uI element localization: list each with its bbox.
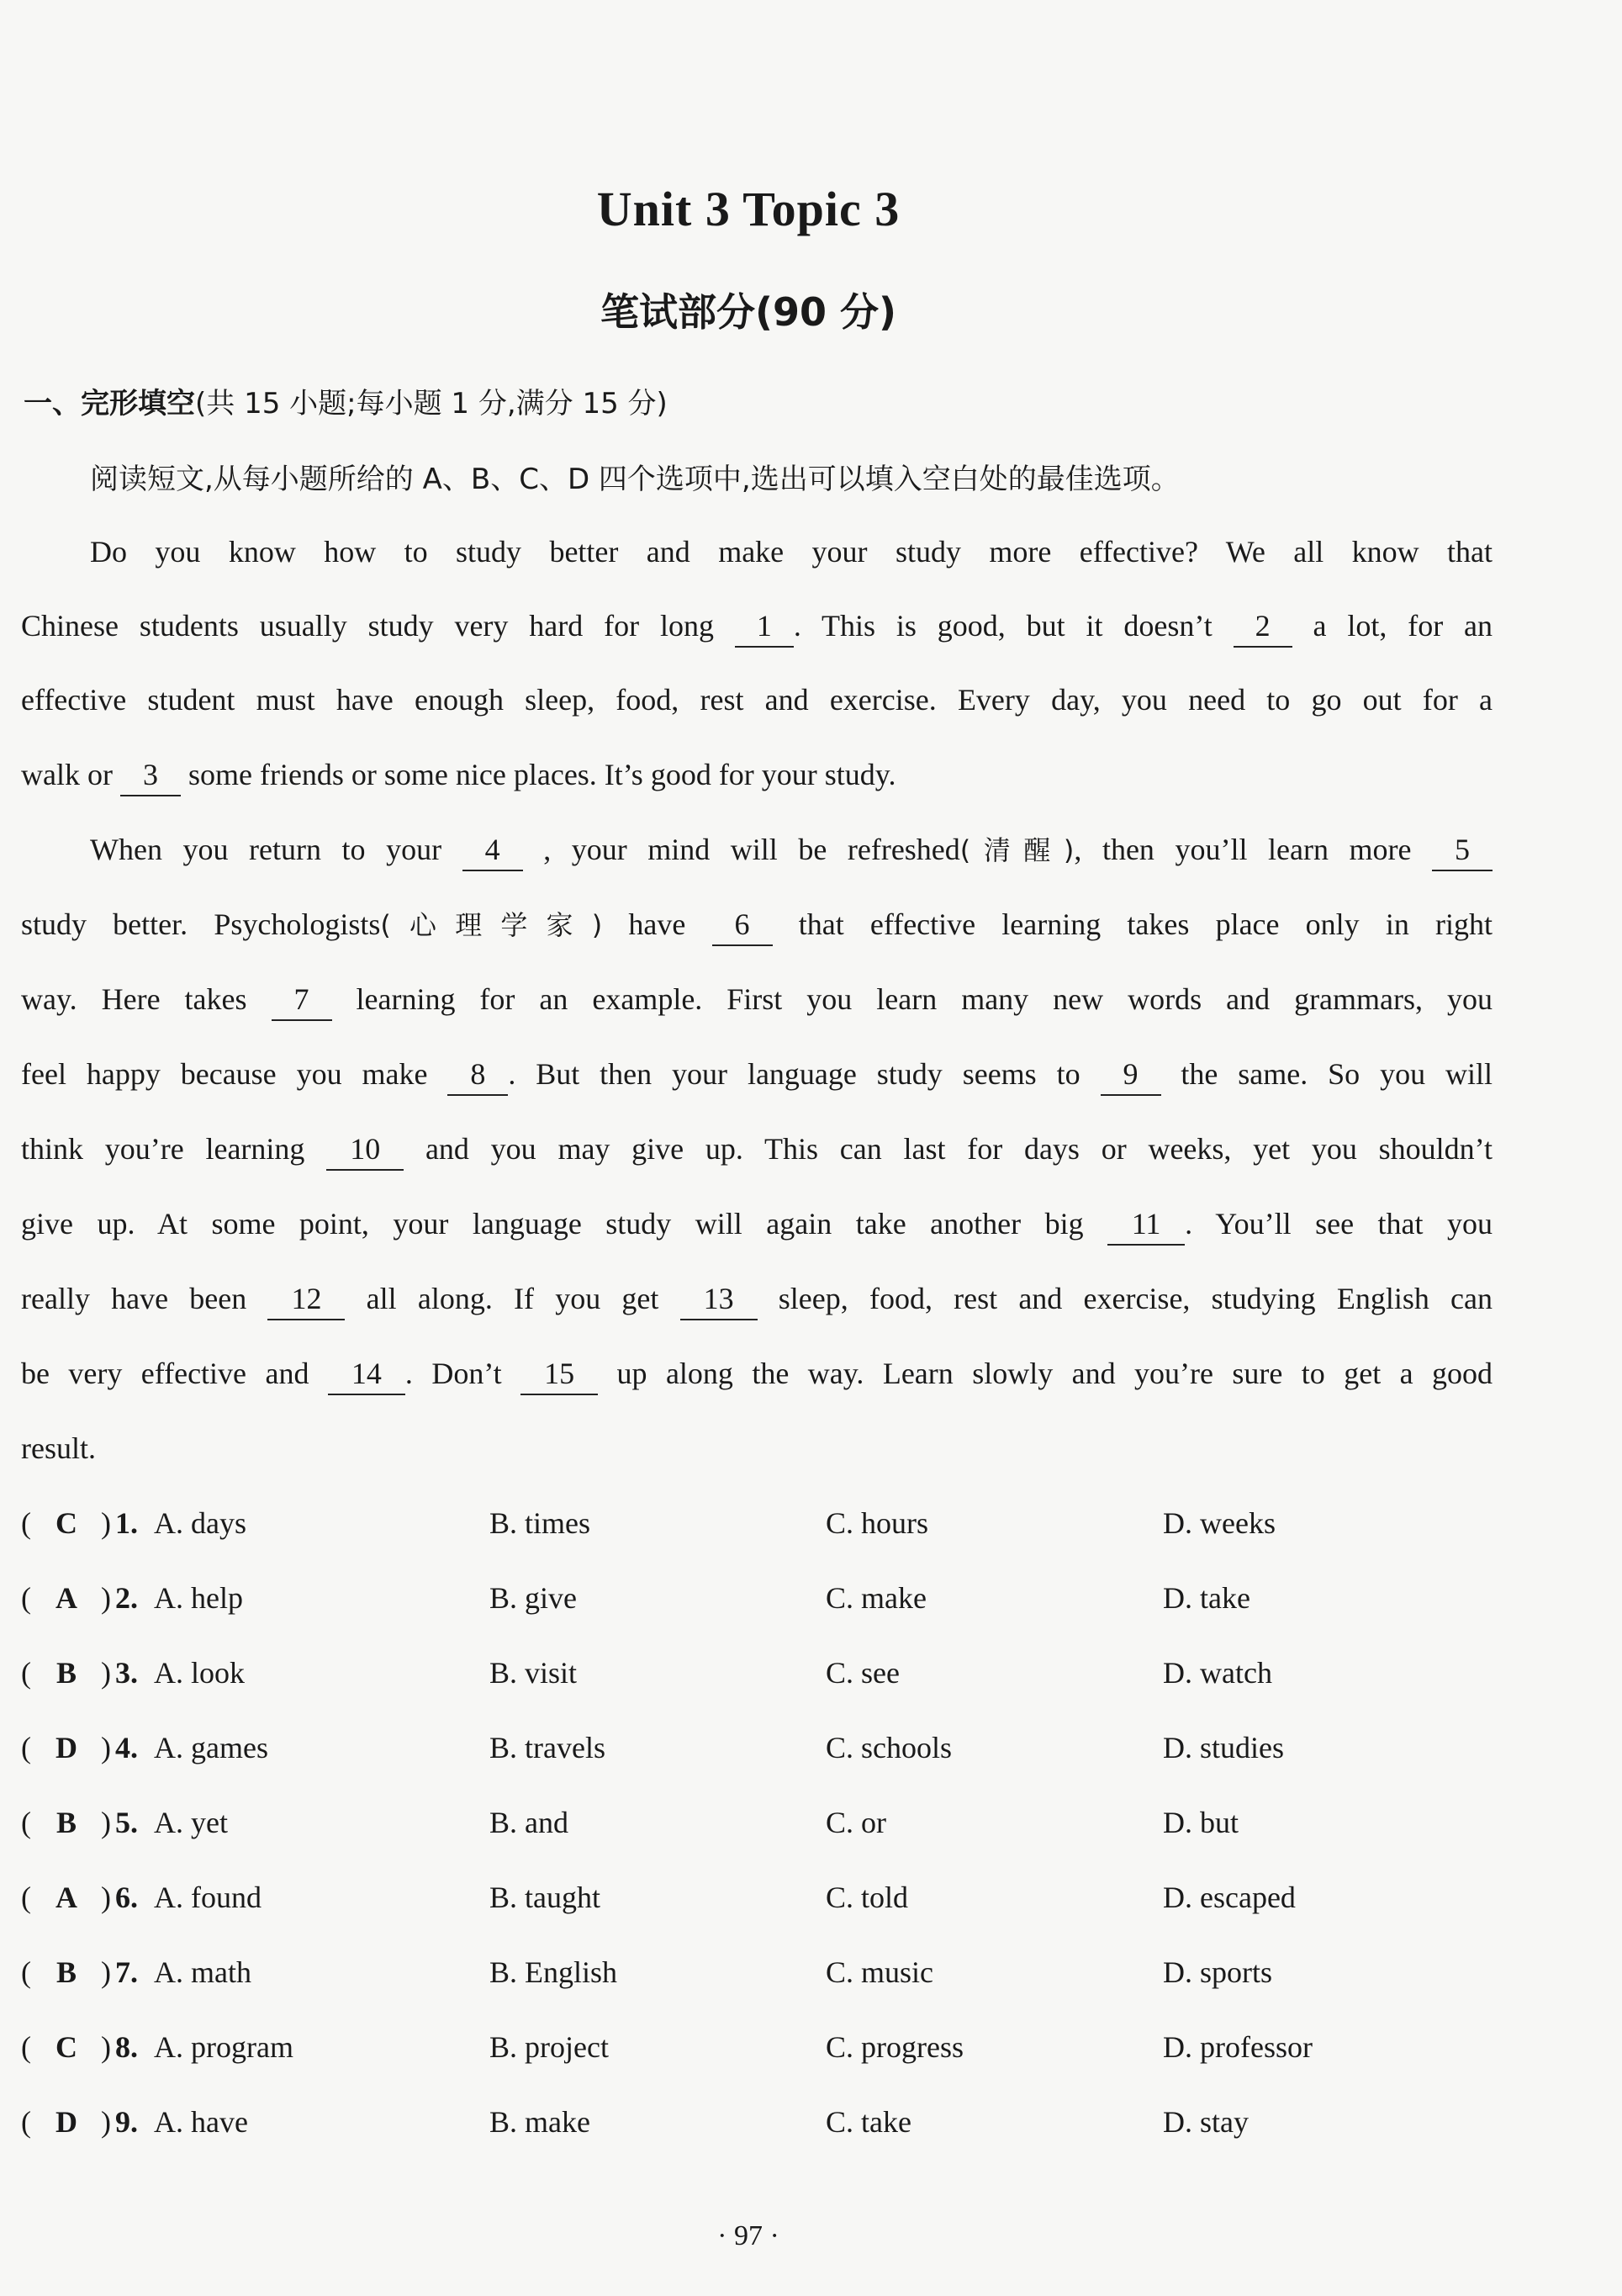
question-row bbox=[0, 2097, 1622, 2147]
page-title: Unit 3 Topic 3 bbox=[596, 182, 901, 236]
passage-text: effective student must have enough sleep, food, rest and exercise. Every day, you need to go out for a bbox=[21, 683, 1493, 717]
paren-open: ( bbox=[21, 2105, 31, 2139]
blank-13: 13 bbox=[680, 1280, 758, 1320]
option-a: A. math bbox=[154, 1955, 251, 1989]
option-d: D. escaped bbox=[1163, 1881, 1296, 1914]
blank-1: 1 bbox=[735, 607, 794, 648]
paren-close: ) bbox=[101, 1955, 111, 1989]
passage-text: and you may give up. This can last for days or weeks, yet you shouldn’t bbox=[425, 1132, 1493, 1166]
passage-text: really have been bbox=[21, 1282, 247, 1315]
paren-close: ) bbox=[101, 2105, 111, 2139]
page-number: · 97 · bbox=[717, 2220, 779, 2251]
blank-8: 8 bbox=[447, 1055, 508, 1096]
question-number: 8. bbox=[115, 2030, 138, 2064]
blank-12: 12 bbox=[267, 1280, 345, 1320]
option-d: D. but bbox=[1163, 1806, 1239, 1839]
blank-2: 2 bbox=[1234, 607, 1292, 648]
question-row bbox=[0, 1722, 1622, 1773]
passage-text: a lot, for an bbox=[1313, 609, 1493, 643]
option-c: C. make bbox=[826, 1581, 927, 1615]
section-heading-detail: (共 15 小题;每小题 1 分,满分 15 分) bbox=[195, 387, 668, 421]
blank-7: 7 bbox=[272, 981, 332, 1021]
passage-text: , then you’ll learn more bbox=[1074, 833, 1412, 866]
option-b: B. taught bbox=[489, 1881, 600, 1914]
passage-line bbox=[21, 600, 1493, 651]
paren-open: ( bbox=[21, 1806, 31, 1839]
question-number: 1. bbox=[115, 1506, 138, 1540]
question-row bbox=[0, 1498, 1622, 1548]
option-d: D. professor bbox=[1163, 2030, 1313, 2064]
option-d: D. take bbox=[1163, 1581, 1250, 1615]
passage-text: feel happy because you make bbox=[21, 1057, 428, 1091]
answer-letter: B bbox=[55, 1806, 77, 1839]
passage-text: way. Here takes bbox=[21, 982, 247, 1016]
section-heading bbox=[24, 380, 668, 421]
paren-close: ) bbox=[101, 1581, 111, 1615]
passage-text: give up. At some point, your language study will again take another big bbox=[21, 1207, 1084, 1241]
option-b: B. travels bbox=[489, 1731, 605, 1764]
passage-text: have bbox=[628, 907, 686, 941]
passage-text: the same. So you will bbox=[1181, 1057, 1493, 1091]
option-b: B. English bbox=[489, 1955, 618, 1989]
option-b: B. give bbox=[489, 1581, 577, 1615]
paren-close: ) bbox=[101, 1656, 111, 1690]
paren-open: ( bbox=[21, 2030, 31, 2064]
passage-text: be very effective and bbox=[21, 1357, 309, 1390]
paren-open: ( bbox=[21, 1955, 31, 1989]
blank-15: 15 bbox=[520, 1355, 598, 1395]
answer-letter: B bbox=[55, 1656, 77, 1690]
blank-10: 10 bbox=[326, 1130, 404, 1171]
question-number: 4. bbox=[115, 1731, 138, 1764]
blank-11: 11 bbox=[1107, 1205, 1185, 1246]
question-row bbox=[0, 2022, 1622, 2072]
option-c: C. schools bbox=[826, 1731, 953, 1764]
answer-letter: A bbox=[55, 1581, 77, 1615]
question-number: 2. bbox=[115, 1581, 138, 1615]
question-number: 7. bbox=[115, 1955, 138, 1989]
passage-text: When you return to your bbox=[90, 833, 442, 866]
passage-line bbox=[21, 974, 1493, 1024]
question-row bbox=[0, 1573, 1622, 1623]
option-c: C. take bbox=[826, 2105, 911, 2139]
answer-letter: C bbox=[55, 1506, 77, 1540]
passage-text: up along the way. Learn slowly and you’re sure to get a good bbox=[616, 1357, 1493, 1390]
blank-4: 4 bbox=[462, 831, 523, 871]
option-a: A. program bbox=[154, 2030, 293, 2064]
option-d: D. weeks bbox=[1163, 1506, 1276, 1540]
passage-line bbox=[21, 1049, 1493, 1099]
passage-line bbox=[21, 1423, 1493, 1473]
option-c: C. told bbox=[826, 1881, 909, 1914]
option-a: A. yet bbox=[154, 1806, 228, 1839]
passage-text: result. bbox=[21, 1431, 96, 1465]
blank-3: 3 bbox=[120, 756, 181, 796]
option-c: C. or bbox=[826, 1806, 886, 1839]
passage-line bbox=[21, 1198, 1493, 1249]
instruction-text: 阅读短文,从每小题所给的 A、B、C、D 四个选项中,选出可以填入空白处的最佳选项。 bbox=[90, 463, 1180, 496]
question-number: 3. bbox=[115, 1656, 138, 1690]
passage-line bbox=[21, 1348, 1493, 1399]
passage-text: . You’ll see that you bbox=[1185, 1207, 1493, 1241]
option-a: A. found bbox=[154, 1881, 262, 1914]
passage-text: . Don’t bbox=[404, 1357, 502, 1390]
passage-text: all along. If you get bbox=[366, 1282, 659, 1315]
passage-text: , your mind will be refreshed bbox=[543, 833, 960, 866]
option-b: B. and bbox=[489, 1806, 568, 1839]
option-d: D. watch bbox=[1163, 1656, 1272, 1690]
paren-open: ( bbox=[21, 1506, 31, 1540]
passage-text: some friends or some nice places. It’s good for your study. bbox=[188, 758, 896, 791]
paren-open: ( bbox=[21, 1581, 31, 1615]
option-b: B. visit bbox=[489, 1656, 578, 1690]
question-number: 6. bbox=[115, 1881, 138, 1914]
question-row bbox=[0, 1648, 1622, 1698]
option-c: C. progress bbox=[826, 2030, 964, 2064]
option-c: C. hours bbox=[826, 1506, 929, 1540]
paren-close: ) bbox=[101, 1881, 111, 1914]
blank-6: 6 bbox=[712, 906, 773, 946]
passage-line bbox=[21, 1124, 1493, 1174]
option-a: A. have bbox=[154, 2105, 248, 2139]
option-b: B. make bbox=[489, 2105, 590, 2139]
answer-letter: A bbox=[55, 1881, 77, 1914]
answer-letter: D bbox=[55, 1731, 77, 1764]
passage-text: walk or bbox=[21, 758, 113, 791]
passage-line bbox=[21, 749, 1493, 800]
paren-open: ( bbox=[21, 1731, 31, 1764]
question-number: 9. bbox=[115, 2105, 138, 2139]
option-a: A. days bbox=[154, 1506, 246, 1540]
option-d: D. sports bbox=[1163, 1955, 1273, 1989]
passage-line bbox=[90, 526, 1493, 577]
option-c: C. see bbox=[826, 1656, 900, 1690]
section-heading-label: 一、完形填空 bbox=[24, 387, 195, 421]
answer-letter: C bbox=[55, 2030, 77, 2064]
blank-5: 5 bbox=[1432, 831, 1493, 871]
option-a: A. look bbox=[154, 1656, 245, 1690]
blank-9: 9 bbox=[1101, 1055, 1161, 1096]
paren-close: ) bbox=[101, 1806, 111, 1839]
option-d: D. stay bbox=[1163, 2105, 1249, 2139]
question-number: 5. bbox=[115, 1806, 138, 1839]
passage-text: that effective learning takes place only in right bbox=[798, 907, 1493, 941]
passage-text: Do you know how to study better and make your study more effective? We all know that bbox=[90, 535, 1493, 569]
answer-letter: B bbox=[55, 1955, 77, 1989]
option-a: A. help bbox=[154, 1581, 243, 1615]
passage-text: think you’re learning bbox=[21, 1132, 305, 1166]
passage-text: study better. Psychologists bbox=[21, 907, 381, 941]
page-subtitle: 笔试部分(90 分) bbox=[600, 289, 897, 335]
question-row bbox=[0, 1947, 1622, 1997]
answer-letter: D bbox=[55, 2105, 77, 2139]
passage-line bbox=[90, 824, 1493, 875]
passage-text: . But then your language study seems to bbox=[508, 1057, 1080, 1091]
option-b: B. project bbox=[489, 2030, 609, 2064]
passage-text: learning for an example. First you learn many new words and grammars, you bbox=[356, 982, 1493, 1016]
option-b: B. times bbox=[489, 1506, 591, 1540]
option-d: D. studies bbox=[1163, 1731, 1284, 1764]
passage-line bbox=[21, 899, 1493, 950]
paren-close: ) bbox=[101, 1731, 111, 1764]
passage-gloss: (清醒) bbox=[959, 834, 1075, 866]
blank-14: 14 bbox=[328, 1355, 405, 1395]
paren-open: ( bbox=[21, 1656, 31, 1690]
question-row bbox=[0, 1872, 1622, 1923]
paren-open: ( bbox=[21, 1881, 31, 1914]
paren-close: ) bbox=[101, 1506, 111, 1540]
option-c: C. music bbox=[826, 1955, 934, 1989]
passage-gloss: (心理学家) bbox=[380, 909, 603, 941]
option-a: A. games bbox=[154, 1731, 268, 1764]
paren-close: ) bbox=[101, 2030, 111, 2064]
passage-text: Chinese students usually study very hard for long bbox=[21, 609, 714, 643]
passage-text: sleep, food, rest and exercise, studying English can bbox=[778, 1282, 1493, 1315]
question-row bbox=[0, 1797, 1622, 1848]
passage-line bbox=[21, 1273, 1493, 1324]
passage-line bbox=[21, 675, 1493, 725]
passage-text: . This is good, but it doesn’t bbox=[793, 609, 1213, 643]
